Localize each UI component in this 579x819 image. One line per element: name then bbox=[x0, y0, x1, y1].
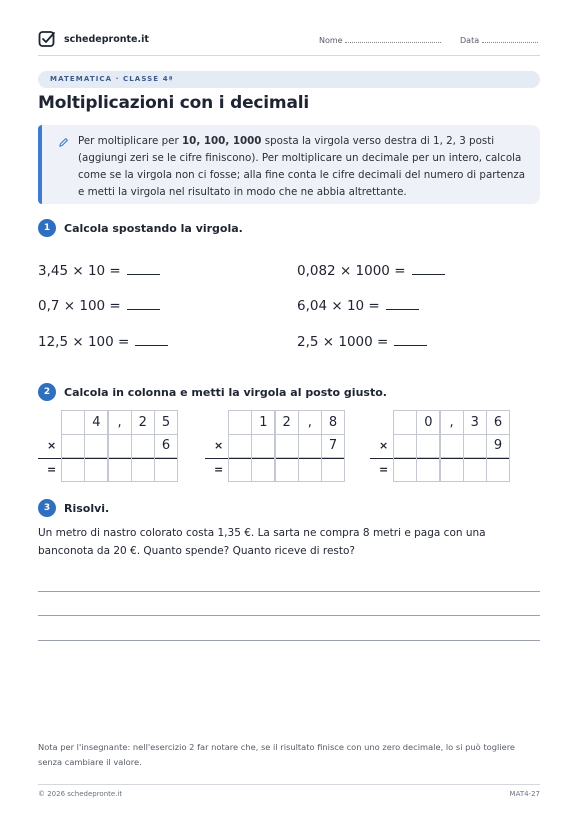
exercise-label: Calcola spostando la virgola. bbox=[64, 221, 243, 235]
operator-cell: = bbox=[379, 463, 389, 477]
answer-line[interactable] bbox=[38, 615, 540, 616]
grid-row bbox=[205, 410, 344, 434]
digit-cell[interactable] bbox=[298, 457, 322, 482]
digit-cell[interactable] bbox=[393, 434, 417, 459]
digit-cell[interactable] bbox=[440, 457, 464, 482]
digit-cell[interactable] bbox=[486, 457, 510, 482]
digit-cell: , bbox=[108, 410, 132, 435]
digit-cell[interactable] bbox=[393, 457, 417, 482]
digit-cell[interactable] bbox=[463, 457, 487, 482]
exercise-2-heading bbox=[38, 383, 387, 401]
page-title: Moltiplicazioni con i decimali bbox=[38, 93, 309, 113]
exercise-label: Risolvi. bbox=[64, 501, 110, 515]
digit-cell[interactable] bbox=[393, 410, 417, 435]
digit-cell: 1 bbox=[251, 410, 275, 435]
answer-blank[interactable] bbox=[412, 274, 445, 275]
digit-cell: 6 bbox=[486, 410, 510, 435]
name-field[interactable] bbox=[319, 35, 441, 45]
digit-cell: 8 bbox=[321, 410, 345, 435]
answer-blank[interactable] bbox=[127, 274, 160, 275]
digit-cell: 3 bbox=[463, 410, 487, 435]
page-footer bbox=[38, 784, 540, 798]
digit-cell[interactable] bbox=[61, 457, 85, 482]
digit-cell: 4 bbox=[84, 410, 108, 435]
digit-cell[interactable] bbox=[321, 457, 345, 482]
operator-cell: = bbox=[214, 463, 224, 477]
subject-bar bbox=[38, 71, 540, 88]
exercise-3-heading bbox=[38, 499, 109, 517]
calc-item: 0,082 × 1000 = bbox=[297, 263, 445, 279]
column-grid bbox=[370, 410, 509, 481]
digit-cell[interactable] bbox=[108, 457, 132, 482]
pencil-icon bbox=[58, 137, 69, 148]
brand-name: schedepronte.it bbox=[64, 33, 149, 45]
grid-row bbox=[205, 434, 344, 458]
name-label: Nome bbox=[319, 36, 343, 45]
digit-cell[interactable] bbox=[251, 457, 275, 482]
digit-cell: 9 bbox=[486, 434, 510, 459]
answer-line[interactable] bbox=[38, 640, 540, 641]
page-header bbox=[38, 30, 540, 56]
answer-line[interactable] bbox=[38, 591, 540, 592]
digit-cell: 5 bbox=[154, 410, 178, 435]
digit-cell[interactable] bbox=[228, 410, 252, 435]
digit-cell[interactable] bbox=[416, 457, 440, 482]
operator-cell: × bbox=[379, 439, 389, 453]
digit-cell[interactable] bbox=[154, 457, 178, 482]
grid-row bbox=[370, 434, 509, 458]
operator-cell bbox=[38, 410, 62, 435]
exercise-number-badge: 3 bbox=[38, 499, 56, 517]
calc-item: 3,45 × 10 = bbox=[38, 263, 160, 279]
digit-cell[interactable] bbox=[275, 434, 299, 459]
calc-item: 6,04 × 10 = bbox=[297, 298, 419, 314]
date-label: Data bbox=[460, 36, 480, 45]
operator-cell: = bbox=[47, 463, 57, 477]
digit-cell[interactable] bbox=[131, 457, 155, 482]
operator-cell bbox=[205, 410, 229, 435]
answer-blank[interactable] bbox=[386, 309, 419, 310]
digit-cell[interactable] bbox=[416, 434, 440, 459]
problem-text: Un metro di nastro colorato costa 1,35 €. La sarta ne compra 8 metri e paga con una banconota da 20 €. Quanto spende? Quanto riceve di resto? bbox=[38, 527, 486, 557]
operator-cell: × bbox=[214, 439, 224, 453]
digit-cell[interactable] bbox=[84, 434, 108, 459]
calc-item: 0,7 × 100 = bbox=[38, 298, 160, 314]
digit-cell[interactable] bbox=[84, 457, 108, 482]
operator-cell: × bbox=[47, 439, 57, 453]
digit-cell: 0 bbox=[416, 410, 440, 435]
digit-cell: 6 bbox=[154, 434, 178, 459]
grid-row bbox=[38, 410, 177, 434]
digit-cell[interactable] bbox=[131, 434, 155, 459]
digit-cell[interactable] bbox=[251, 434, 275, 459]
operator-cell bbox=[370, 410, 394, 435]
exercise-number-badge: 1 bbox=[38, 219, 56, 237]
answer-blank[interactable] bbox=[135, 345, 168, 346]
digit-cell[interactable] bbox=[275, 457, 299, 482]
calc-item: 12,5 × 100 = bbox=[38, 334, 168, 350]
info-text: Per moltiplicare per 10, 100, 1000 sposta la virgola verso destra di 1, 2, 3 posti (aggiungi zeri se le cifre finiscono). Per moltiplicare un decimale per un intero, calcola come se la virgola non ci fosse; alla fine conta le cifre decimali del numero di partenza e metti la virgola nel risultato in modo che ne abbia altrettante. bbox=[78, 135, 526, 198]
copyright: © 2026 schedepronte.it bbox=[38, 790, 123, 798]
calc-item: 2,5 × 1000 = bbox=[297, 334, 427, 350]
digit-cell[interactable] bbox=[440, 434, 464, 459]
digit-cell: , bbox=[298, 410, 322, 435]
exercise-1-heading bbox=[38, 219, 243, 237]
digit-cell[interactable] bbox=[61, 410, 85, 435]
column-grid bbox=[38, 410, 177, 481]
answer-blank[interactable] bbox=[394, 345, 427, 346]
name-blank[interactable] bbox=[345, 35, 441, 43]
sheet-code: MAT4-27 bbox=[509, 790, 540, 798]
grid-row bbox=[38, 457, 177, 481]
brand-logo bbox=[38, 30, 149, 48]
digit-cell[interactable] bbox=[298, 434, 322, 459]
digit-cell[interactable] bbox=[61, 434, 85, 459]
teacher-note: Nota per l'insegnante: nell'esercizio 2 far notare che, se il risultato finisce con uno zero decimale, lo si può togliere senza cambiare il valore. bbox=[38, 742, 516, 767]
grid-row bbox=[370, 457, 509, 481]
info-box bbox=[38, 125, 540, 204]
digit-cell: 7 bbox=[321, 434, 345, 459]
grid-row bbox=[38, 434, 177, 458]
digit-cell: , bbox=[440, 410, 464, 435]
digit-cell: 2 bbox=[275, 410, 299, 435]
digit-cell: 2 bbox=[131, 410, 155, 435]
checkbox-logo-icon bbox=[38, 30, 56, 48]
digit-cell[interactable] bbox=[228, 457, 252, 482]
date-blank[interactable] bbox=[482, 35, 538, 43]
exercise-label: Calcola in colonna e metti la virgola al posto giusto. bbox=[64, 385, 387, 399]
column-grid bbox=[205, 410, 344, 481]
date-field[interactable] bbox=[460, 35, 538, 45]
info-bold: 10, 100, 1000 bbox=[182, 135, 262, 147]
exercise-number-badge: 2 bbox=[38, 383, 56, 401]
subject-label: MATEMATICA · CLASSE 4ª bbox=[50, 74, 174, 83]
answer-blank[interactable] bbox=[127, 309, 160, 310]
digit-cell[interactable] bbox=[228, 434, 252, 459]
grid-row bbox=[370, 410, 509, 434]
digit-cell[interactable] bbox=[463, 434, 487, 459]
digit-cell[interactable] bbox=[108, 434, 132, 459]
grid-row bbox=[205, 457, 344, 481]
